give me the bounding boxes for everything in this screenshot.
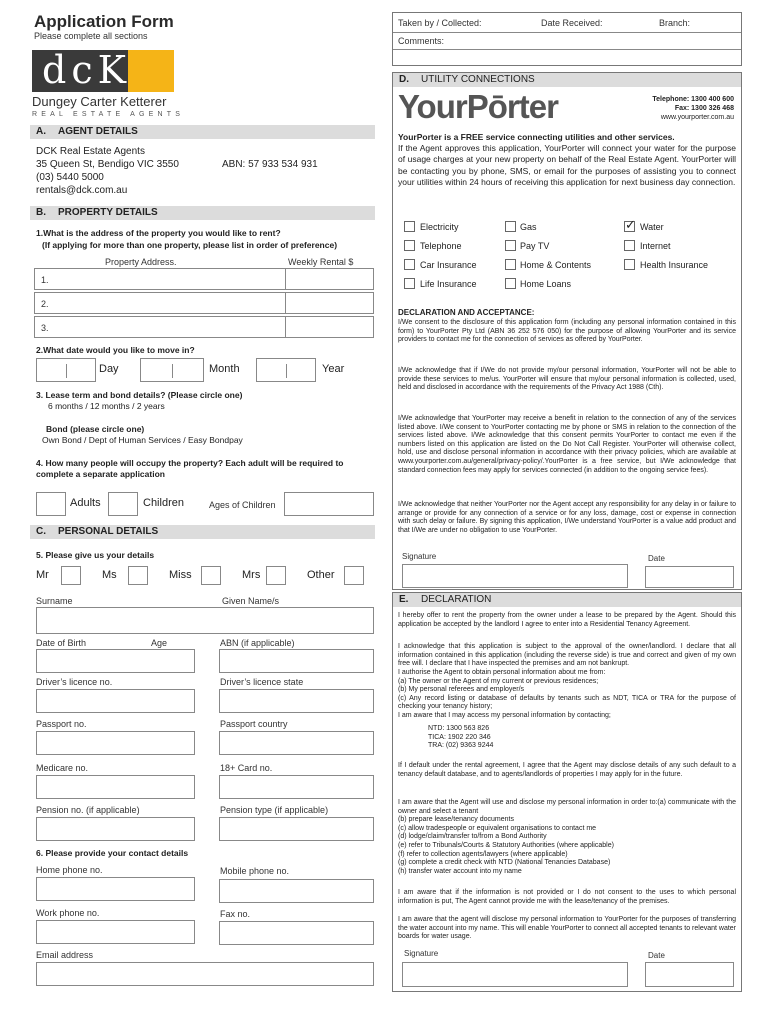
comments-label: Comments: <box>398 36 445 46</box>
utility-declaration-p4: I/We acknowledge that neither YourPorter nor the Agent accept any responsibility for any delay in or failure to arrange or provide for any connection of a service or for any loss, damage, cost or expense in connection with such delay or failure. By signing this application, I/We understand YourPorter is a value add product and that I/We are under no obligation to use YourPorter. <box>398 501 736 534</box>
surname-input[interactable] <box>36 607 374 634</box>
title-mrs-label: Mrs <box>242 569 261 581</box>
logo-company-name: Dungey Carter Ketterer <box>32 94 167 109</box>
month-label: Month <box>209 363 240 375</box>
passport-country-input[interactable] <box>219 731 374 755</box>
gas-checkbox[interactable] <box>505 221 516 232</box>
water-checkbox[interactable] <box>624 217 636 232</box>
page-title: Application Form <box>34 12 174 31</box>
logo-letters: dcK <box>42 48 131 92</box>
dob-input[interactable] <box>36 649 195 673</box>
declaration-p6: I am aware that the agent will disclose my personal information to YourPorter for the purposes of transferring the water account into my name. This will enable YourPorter to connect all accepted tenants to relevant water boards for water usage. <box>398 916 737 941</box>
home-phone-input[interactable] <box>36 877 195 901</box>
question-4: 4. How many people will occupy the property? Each adult will be required to complete a separate application <box>36 458 344 479</box>
year-label: Year <box>322 363 345 375</box>
agent-abn: ABN: 57 933 534 931 <box>222 159 318 170</box>
children-input[interactable] <box>108 492 138 516</box>
work-phone-input[interactable] <box>36 920 195 944</box>
email-input[interactable] <box>36 962 374 986</box>
taken-by-label: Taken by / Collected: <box>398 18 482 28</box>
home-contents-label: Home & Contents <box>520 260 592 270</box>
mobile-input[interactable] <box>219 879 374 903</box>
card18-input[interactable] <box>219 775 374 799</box>
utility-intro: If the Agent approves this application, YourPorter will connect your water for the purpose of usage charges at your new property on behalf of the Real Estate Agent. YourPorter will be contacting you by phone, SMS, or email for the purposes of assisting you to connect your utilities within 24 hours of receiving this application for next business day connection. <box>398 143 736 188</box>
row-number: 1. <box>41 275 49 285</box>
home-phone-label: Home phone no. <box>36 865 103 875</box>
passport-no-label: Passport no. <box>36 719 87 729</box>
move-in-month-input[interactable] <box>140 358 204 382</box>
checkmark-icon: ✓ <box>625 217 636 232</box>
title-other-checkbox[interactable] <box>344 566 364 585</box>
agent-address: 35 Queen St, Bendigo VIC 3550 <box>36 159 179 170</box>
agent-name: DCK Real Estate Agents <box>36 146 145 157</box>
yourporter-web: www.yourporter.com.au <box>660 114 734 121</box>
electricity-checkbox[interactable] <box>404 221 415 232</box>
ages-of-children-input[interactable] <box>284 492 374 516</box>
declaration-p5: I am aware that if the information is not provided or I do not consent to the uses to which personal information is put, The Agent cannot provide me with the lease/tenancy of the premises. <box>398 889 736 905</box>
pension-type-input[interactable] <box>219 817 374 841</box>
surname-label: Surname <box>36 596 73 606</box>
pension-no-label: Pension no. (if applicable) <box>36 805 140 815</box>
section-b-header: B. PROPERTY DETAILS <box>30 206 375 220</box>
abn-label: ABN (if applicable) <box>220 638 295 648</box>
logo-tagline: REAL ESTATE AGENTS <box>32 111 185 118</box>
ages-of-children-label: Ages of Children <box>209 500 276 510</box>
agent-phone: (03) 5440 5000 <box>36 172 104 183</box>
question-3: 3. Lease term and bond details? (Please circle one) <box>36 390 243 400</box>
car-insurance-checkbox[interactable] <box>404 259 415 270</box>
declaration-p3: If I default under the rental agreement, I agree that the Agent may disclose details of any such default to a tenancy default database, and to agents/landlords of properties I may apply for in the future. <box>398 762 736 778</box>
electricity-label: Electricity <box>420 222 459 232</box>
declaration-signature-label: Signature <box>404 949 439 958</box>
question-1-sub: (If applying for more than one property, please list in order of preference) <box>42 240 338 250</box>
declaration-date-input[interactable] <box>645 962 734 987</box>
bond-options[interactable]: Own Bond / Dept of Human Services / Easy Bondpay <box>42 435 243 445</box>
title-mrs-checkbox[interactable] <box>266 566 286 585</box>
declaration-date-label: Date <box>648 951 665 960</box>
section-e-header: E. DECLARATION <box>393 593 741 607</box>
office-use-box <box>392 12 742 66</box>
pension-type-label: Pension type (if applicable) <box>220 805 329 815</box>
work-phone-label: Work phone no. <box>36 908 100 918</box>
section-a-header: A. AGENT DETAILS <box>30 125 375 139</box>
licence-state-input[interactable] <box>219 689 374 713</box>
adults-label: Adults <box>70 497 101 509</box>
move-in-year-input[interactable] <box>256 358 316 382</box>
property-row-2[interactable] <box>34 292 374 314</box>
licence-state-label: Driver’s licence state <box>220 677 304 687</box>
title-ms-checkbox[interactable] <box>128 566 148 585</box>
declaration-p2: I acknowledge that this application is subject to the approval of the owner/landlord. I declare that all information contained in this application (including the reverse side) is true and correct and given of my own free will. I declare that I have inspected the premises and am not bankrupt. <box>398 643 736 668</box>
yourporter-fax: Fax: 1300 326 468 <box>674 105 734 112</box>
section-d-header: D. UTILITY CONNECTIONS <box>393 73 741 87</box>
question-5: 5. Please give us your details <box>36 550 155 560</box>
life-insurance-label: Life Insurance <box>420 279 477 289</box>
paytv-label: Pay TV <box>520 241 550 251</box>
medicare-label: Medicare no. <box>36 763 89 773</box>
lease-options[interactable]: 6 months / 12 months / 2 years <box>48 401 165 411</box>
telephone-label: Telephone <box>420 241 462 251</box>
declaration-p1: I hereby offer to rent the property from the owner under a lease to be prepared by the Agent. Should this application be accepted by the landlord I agree to enter into a Residential Tenancy Agreement. <box>398 612 736 628</box>
title-miss-checkbox[interactable] <box>201 566 221 585</box>
yourporter-logo: YourPōrter <box>398 88 558 125</box>
declaration-use-list: I am aware that the Agent will use and disclose my personal information in order to:(a) communicate with the owner and select a tenant (b) prepare lease/tenancy documents (c) allow tradespeople or equivalent organisations to contact me (d) lodge/claim/transfer to/from a Bond Authority (e) refer to Tribunals/Courts & Statutory Authorities (where applicable) (f) refer to collection agents/lawyers (where applicable) (g) complete a credit check with NTD (National Tenancies Database) (h) transfer water account into my name <box>398 799 736 875</box>
tenancy-database-contacts: NTD: 1300 563 826 TICA: 1902 220 346 TRA: (02) 9363 9244 <box>428 725 494 750</box>
property-row-3[interactable] <box>34 316 374 338</box>
adults-input[interactable] <box>36 492 66 516</box>
utility-declaration-p1: I/We consent to the disclosure of this application form (including any personal information contained in this form) to YourPorter Pty Ltd (ABN 36 252 576 050) for the purpose of allowing YourPorter and its service providers to contact me for the connection of services as offered by YourPorter. <box>398 319 736 344</box>
utility-date-input[interactable] <box>645 566 734 588</box>
given-name-label: Given Name/s <box>222 596 280 606</box>
age-label: Age <box>151 638 168 648</box>
title-ms-label: Ms <box>102 569 117 581</box>
email-label: Email address <box>36 950 94 960</box>
licence-no-label: Driver’s licence no. <box>36 677 113 687</box>
question-6: 6. Please provide your contact details <box>36 848 189 858</box>
mobile-label: Mobile phone no. <box>220 866 290 876</box>
paytv-checkbox[interactable] <box>505 240 516 251</box>
declaration-signature-input[interactable] <box>402 962 628 987</box>
water-label: Water <box>640 222 664 232</box>
telephone-checkbox[interactable] <box>404 240 415 251</box>
utility-signature-label: Signature <box>402 552 437 561</box>
row-number: 3. <box>41 323 49 333</box>
title-other-label: Other <box>307 569 335 581</box>
pension-no-input[interactable] <box>36 817 195 841</box>
title-mr-label: Mr <box>36 569 49 581</box>
row-number: 2. <box>41 299 49 309</box>
health-insurance-label: Health Insurance <box>640 260 709 270</box>
day-label: Day <box>99 363 119 375</box>
children-label: Children <box>143 497 184 509</box>
section-c-header: C. PERSONAL DETAILS <box>30 525 375 539</box>
internet-label: Internet <box>640 241 671 251</box>
internet-checkbox[interactable] <box>624 240 635 251</box>
bond-title: Bond (please circle one) <box>46 424 145 434</box>
page-subtitle: Please complete all sections <box>34 31 148 41</box>
agent-email: rentals@dck.com.au <box>36 185 128 196</box>
home-loans-checkbox[interactable] <box>505 278 516 289</box>
utility-date-label: Date <box>648 554 665 563</box>
utility-signature-input[interactable] <box>402 564 628 588</box>
weekly-rental-header: Weekly Rental $ <box>288 257 354 267</box>
passport-no-input[interactable] <box>36 731 195 755</box>
home-loans-label: Home Loans <box>520 279 572 289</box>
branch-label: Branch: <box>659 18 691 28</box>
move-in-day-input[interactable] <box>36 358 96 382</box>
utility-intro-bold: YourPorter is a FREE service connecting utilities and other services. <box>398 132 675 142</box>
utility-declaration-title: DECLARATION AND ACCEPTANCE: <box>398 308 535 317</box>
medicare-input[interactable] <box>36 775 195 799</box>
dck-logo <box>32 48 185 118</box>
question-1: 1.What is the address of the property you would like to rent? <box>36 228 281 238</box>
dob-label: Date of Birth <box>36 638 87 648</box>
abn-input[interactable] <box>219 649 374 673</box>
life-insurance-checkbox[interactable] <box>404 278 415 289</box>
date-received-label: Date Received: <box>541 18 603 28</box>
licence-no-input[interactable] <box>36 689 195 713</box>
property-row-1[interactable] <box>34 268 374 290</box>
utility-declaration-p3: I/We acknowledge that YourPorter may receive a benefit in relation to the connection of any of the services listed above. I/We consent to YourPorter contacting me by phone or SMS in relation to the connection of the services listed above. I/We acknowledge that this consent permits YourPorter to contact me even if the numbers listed on this application are listed on the Do Not Call Register. YourPorter will otherwise collect, hold, use and disclose personal information in accordance with their privacy policies, which are available at www.yourporter.com.au/general/privacy-policy/.YourPorter is a free service, but I/We acknowledge that standard connection fees may apply for services connected (in addition to the ongoing service fees). <box>398 415 736 474</box>
gas-label: Gas <box>520 222 537 232</box>
fax-input[interactable] <box>219 921 374 945</box>
card18-label: 18+ Card no. <box>220 763 273 773</box>
title-mr-checkbox[interactable] <box>61 566 81 585</box>
home-contents-checkbox[interactable] <box>505 259 516 270</box>
question-2: 2.What date would you like to move in? <box>36 345 195 355</box>
property-address-header: Property Address. <box>105 257 177 267</box>
yourporter-telephone: Telephone: 1300 400 600 <box>652 96 734 103</box>
title-miss-label: Miss <box>169 569 192 581</box>
car-insurance-label: Car Insurance <box>420 260 477 270</box>
fax-label: Fax no. <box>220 909 251 919</box>
declaration-authorise-list: I authorise the Agent to obtain personal information about me from: (a) The owner or the Agent of my current or previous residences; (b) My personal referees and employer/s (c) Any record listing or database of defaults by tenants such as NDT, TICA or TRA for the purpose of checking your tenancy history; I am aware that I may access my personal information by contacting; <box>398 669 736 719</box>
health-insurance-checkbox[interactable] <box>624 259 635 270</box>
passport-country-label: Passport country <box>220 719 288 729</box>
utility-declaration-p2: I/We acknowledge that if I/We do not provide my/our personal information, YourPorter will not be able to provide these services to me/us. YourPorter will ensure that my/our personal information is collected, used, held and disclosed in accordance with the requirements of the Privacy Act 1988 (Cth). <box>398 367 736 392</box>
